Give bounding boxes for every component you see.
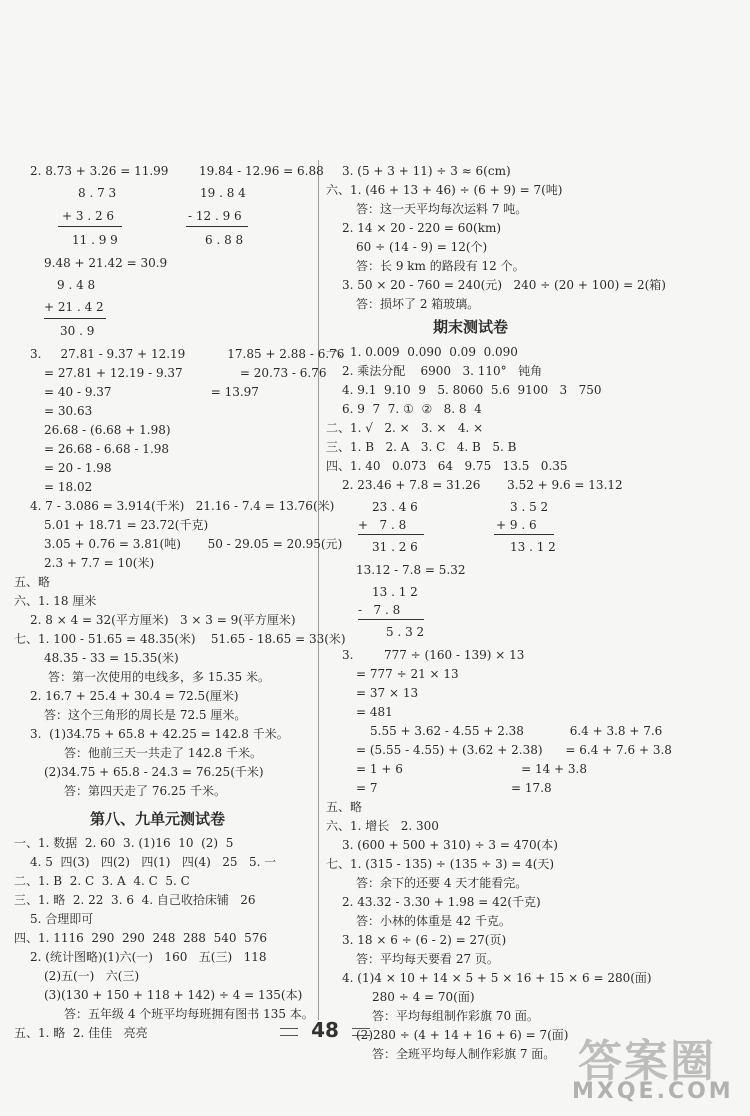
section-title-unit-8-9: 第八、九单元测试卷 (90, 810, 226, 828)
answer-line: 一、1. 数据 2. 60 3. (1)16 10 (2) 5 (14, 836, 234, 850)
answer-line: 2. 23.46 + 7.8 = 31.26 3.52 + 9.6 = 13.12 (342, 478, 623, 492)
answer-line: 2. 16.7 + 25.4 + 30.4 = 72.5(厘米) (30, 689, 239, 703)
answer-line: 五、1. 略 2. 佳佳 亮亮 (14, 1026, 148, 1040)
answer-line: 七、1. 100 - 51.65 = 48.35(米) 51.65 - 18.65 = 33(米) (14, 632, 346, 646)
answer-line: 13 . 1 2 (510, 540, 556, 554)
answer-line: 答：五年级 4 个班平均每班拥有图书 135 本。 (64, 1007, 314, 1021)
answer-line: 答：平均每天要看 27 页。 (356, 952, 499, 966)
answer-line: 5. 合理即可 (30, 912, 94, 926)
answer-line: 3. (600 + 500 + 310) ÷ 3 = 470(本) (342, 838, 558, 852)
watermark-text: 答案圈 (578, 1036, 716, 1087)
answer-line: 六、1. 增长 2. 300 (326, 819, 439, 833)
answer-line: = 40 - 9.37 = 13.97 (44, 385, 259, 399)
answer-line: 2. 8 × 4 = 32(平方厘米) 3 × 3 = 9(平方厘米) (30, 613, 296, 627)
answer-line: 6. 9 7 7. ① ② 8. 8 4 (342, 402, 482, 416)
answer-line: 2.3 + 7.7 = 10(米) (44, 556, 155, 570)
answer-line: 3 . 5 2 (510, 500, 549, 514)
answer-line: 3. 18 × 6 ÷ (6 - 2) = 27(页) (342, 933, 507, 947)
answer-line: = 481 (356, 705, 393, 719)
answer-line: 六、1. (46 + 13 + 46) ÷ (6 + 9) = 7(吨) (326, 183, 563, 197)
answer-line: 答：平均每组制作彩旗 70 面。 (372, 1009, 539, 1023)
answer-line: 11 . 9 9 (72, 233, 118, 247)
answer-line: 答：损坏了 2 箱玻璃。 (356, 297, 480, 311)
answer-line: 答：长 9 km 的路段有 12 个。 (356, 259, 525, 273)
answer-line: 答：这个三角形的周长是 72.5 厘米。 (44, 708, 247, 722)
answer-line: 4. 7 - 3.086 = 3.914(千米) 21.16 - 7.4 = 13.76(米) (30, 499, 335, 513)
answer-line: = 27.81 + 12.19 - 9.37 = 20.73 - 6.76 (44, 366, 327, 380)
answer-line: 5 . 3 2 (386, 625, 425, 639)
ornament-right (352, 1028, 370, 1036)
answer-line: 23 . 4 6 (372, 500, 418, 514)
answer-line: = 20 - 1.98 (44, 461, 112, 475)
page-number-badge (300, 1014, 350, 1048)
answer-line: (3)(130 + 150 + 118 + 142) ÷ 4 = 135(本) (44, 988, 303, 1002)
answer-line: 答：第四天走了 76.25 千米。 (64, 784, 226, 798)
answer-line: 60 ÷ (14 - 9) = 12(个) (356, 240, 488, 254)
answer-line: (2)280 ÷ (4 + 14 + 16 + 6) = 7(面) (356, 1028, 569, 1042)
answer-line: = 7 = 17.8 (356, 781, 552, 795)
answer-line: 答：第一次使用的电线多，多 15.35 米。 (48, 670, 270, 684)
answer-line: 280 ÷ 4 = 70(面) (372, 990, 475, 1004)
answer-line: = 18.02 (44, 480, 93, 494)
answer-line: - 12 . 9 6 (188, 209, 242, 223)
answer-line: (2)五(一) 六(三) (44, 969, 140, 983)
answer-line: 3. (1)34.75 + 65.8 + 42.25 = 142.8 千米。 (30, 727, 289, 741)
vertical-calc-rule (494, 534, 554, 535)
answer-line: 4. 9.1 9.10 9 5. 8060 5.6 9100 3 750 (342, 383, 602, 397)
answer-line: + 3 . 2 6 (62, 209, 115, 223)
answer-line: 四、1. 40 0.073 64 9.75 13.5 0.35 (326, 459, 568, 473)
answer-line: 2. 14 × 20 - 220 = 60(km) (342, 221, 502, 235)
answer-line: 2. 43.32 - 3.30 + 1.98 = 42(千克) (342, 895, 541, 909)
answer-line: = 26.68 - 6.68 - 1.98 (44, 442, 170, 456)
answer-line: 一、1. 0.009 0.090 0.09 0.090 (326, 345, 518, 359)
answer-line: = 37 × 13 (356, 686, 419, 700)
answer-line: + 21 . 4 2 (44, 300, 104, 314)
answer-line: 五、略 (326, 800, 363, 814)
vertical-calc-rule (186, 226, 248, 227)
answer-line: 26.68 - (6.68 + 1.98) (44, 423, 171, 437)
answer-line: 3. 777 ÷ (160 - 139) × 13 (342, 648, 525, 662)
vertical-calc-rule (44, 318, 106, 319)
answer-line: 3. 50 × 20 - 760 = 240(元) 240 ÷ (20 + 100) = 2(箱) (342, 278, 666, 292)
page-number: 48 (311, 1018, 339, 1042)
answer-line: + 9 . 6 (496, 518, 537, 532)
answer-line: 答：余下的还要 4 天才能看完。 (356, 876, 528, 890)
answer-line: = 30.63 (44, 404, 93, 418)
ornament-left (280, 1028, 298, 1036)
answer-line: 13 . 1 2 (372, 585, 418, 599)
answer-line: 答：全班平均每人制作彩旗 7 面。 (372, 1047, 556, 1061)
answer-line: - 7 . 8 (358, 603, 401, 617)
answer-line: 二、1. √ 2. × 3. × 4. × (326, 421, 484, 435)
answer-line: 3. 27.81 - 9.37 + 12.19 17.85 + 2.88 - 6.76 (30, 347, 345, 361)
watermark-url: MXQE.COM (572, 1079, 734, 1104)
answer-line: 三、1. 略 2. 22 3. 6 4. 自己收拾床铺 26 (14, 893, 256, 907)
answer-line: 2. (统计图略)(1)六(一) 160 五(三) 118 (30, 950, 267, 964)
section-title-final-exam: 期末测试卷 (433, 318, 509, 336)
answer-line: 二、1. B 2. C 3. A 4. C 5. C (14, 874, 190, 888)
answer-line: 七、1. (315 - 135) ÷ (135 ÷ 3) = 4(天) (326, 857, 555, 871)
answer-line: 9.48 + 21.42 = 30.9 (44, 256, 168, 270)
answer-line: 答：这一天平均每次运料 7 吨。 (356, 202, 528, 216)
answer-line: 4. (1)4 × 10 + 14 × 5 + 5 × 16 + 15 × 6 = 280(面) (342, 971, 652, 985)
answer-line: 四、1. 1116 290 290 248 288 540 576 (14, 931, 268, 945)
answer-line: 30 . 9 (60, 324, 95, 338)
watermark-logo (570, 1025, 745, 1111)
answer-line: 9 . 4 8 (57, 278, 96, 292)
answer-line: 4. 5 四(3) 四(2) 四(1) 四(4) 25 5. 一 (30, 855, 277, 869)
answer-line: = 1 + 6 = 14 + 3.8 (356, 762, 587, 776)
answer-line: 3.05 + 0.76 = 3.81(吨) 50 - 29.05 = 20.95(元) (44, 537, 343, 551)
answer-line: 答：他前三天一共走了 142.8 千米。 (64, 746, 262, 760)
vertical-calc-rule (358, 619, 424, 620)
answer-line: = 777 ÷ 21 × 13 (356, 667, 459, 681)
answer-line: 6 . 8 8 (205, 233, 244, 247)
answer-line: = (5.55 - 4.55) + (3.62 + 2.38) = 6.4 + 7.6 + 3.8 (356, 743, 672, 757)
answer-line: 5.01 + 18.71 = 23.72(千克) (44, 518, 209, 532)
column-divider (318, 160, 319, 1020)
answer-line: 13.12 - 7.8 = 5.32 (356, 563, 466, 577)
answer-line: 三、1. B 2. A 3. C 4. B 5. B (326, 440, 517, 454)
answer-line: (2)34.75 + 65.8 - 24.3 = 76.25(千米) (44, 765, 264, 779)
answer-line: + 7 . 8 (358, 518, 407, 532)
answer-line: 8 . 7 3 (78, 186, 117, 200)
answer-line: 3. (5 + 3 + 11) ÷ 3 ≈ 6(cm) (342, 164, 511, 178)
answer-line: 31 . 2 6 (372, 540, 418, 554)
answer-line: 六、1. 18 厘米 (14, 594, 97, 608)
answer-line: 答：小林的体重是 42 千克。 (356, 914, 511, 928)
answer-line: 五、略 (14, 575, 51, 589)
answer-line: 19 . 8 4 (200, 186, 246, 200)
vertical-calc-rule (58, 226, 122, 227)
answer-line: 48.35 - 33 = 15.35(米) (44, 651, 179, 665)
answer-line: 2. 乘法分配 6900 3. 110° 钝角 (342, 364, 543, 378)
answer-line: 5.55 + 3.62 - 4.55 + 2.38 6.4 + 3.8 + 7.6 (370, 724, 663, 738)
vertical-calc-rule (358, 534, 424, 535)
answer-line: 2. 8.73 + 3.26 = 11.99 19.84 - 12.96 = 6.88 (30, 164, 324, 178)
